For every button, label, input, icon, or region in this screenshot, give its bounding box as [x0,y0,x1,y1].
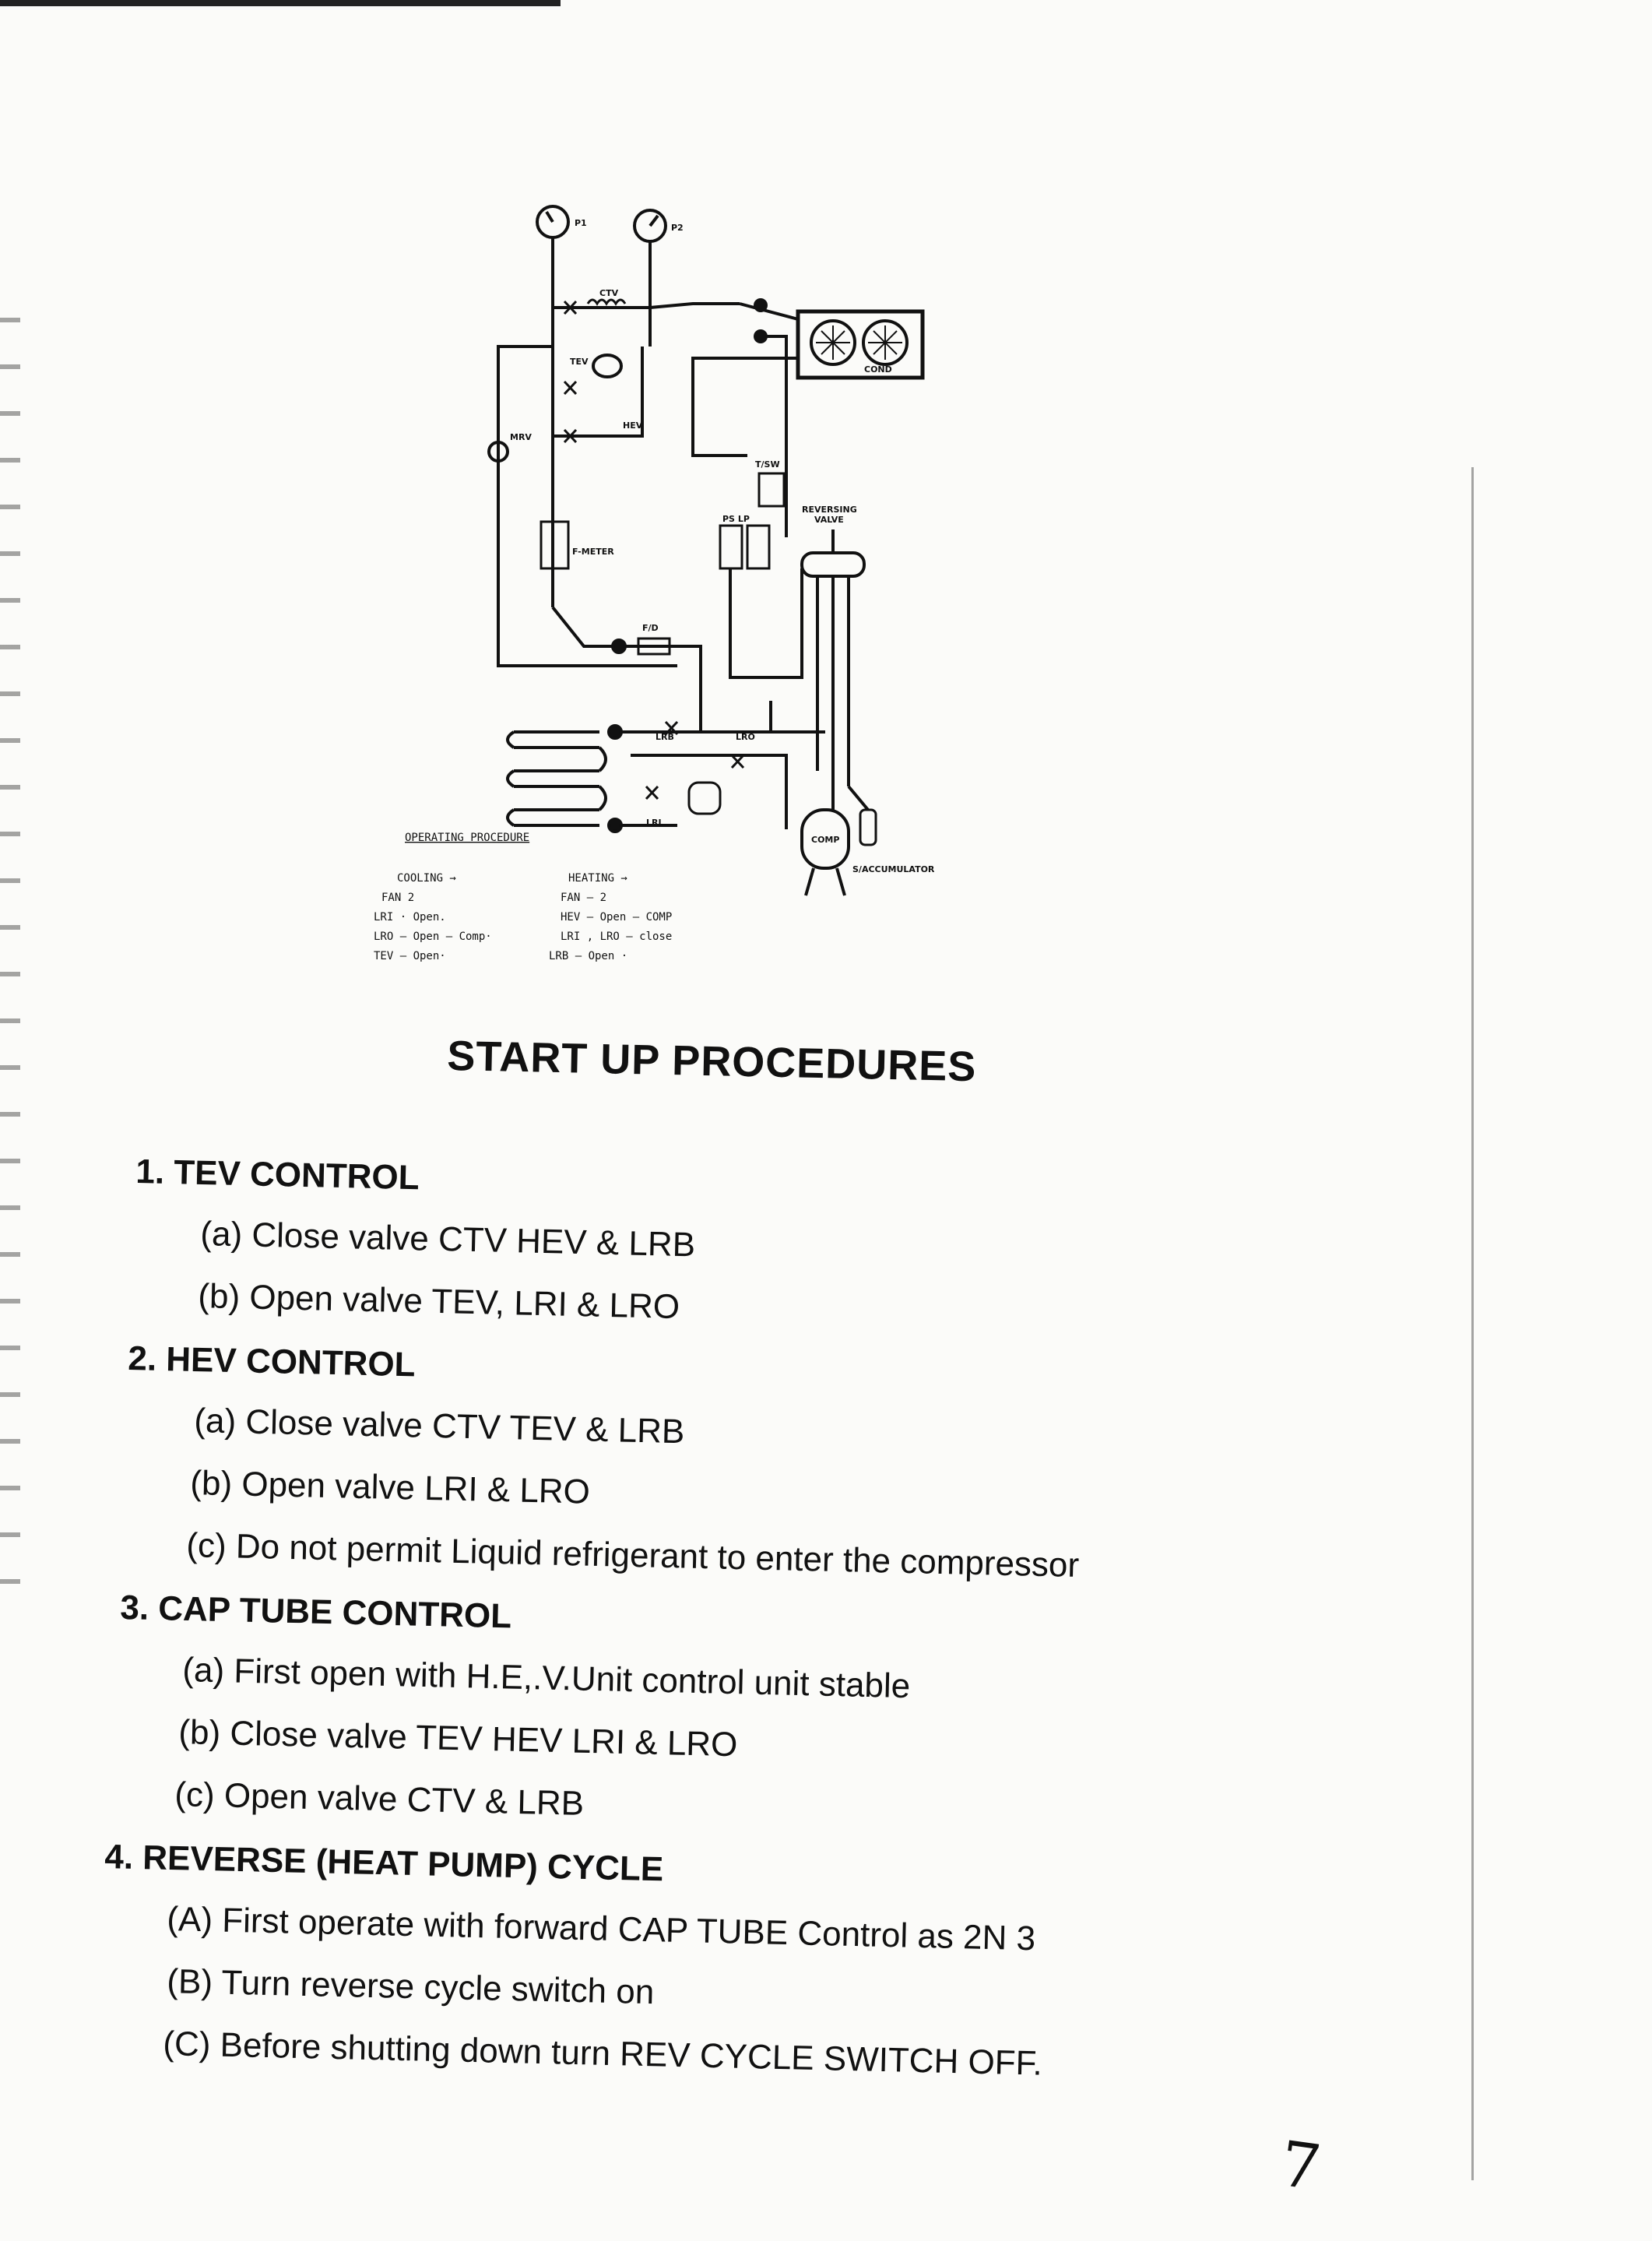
list-item: (c) Open valve CTV & LRB [174,1775,585,1823]
heating-line-1: FAN – 2 [561,892,607,904]
cooling-title: COOLING → [397,872,456,885]
valve-lrb [656,722,677,742]
valve-tev [564,355,621,394]
scan-edge-top [0,0,561,6]
flow-meter-label: F-METER [572,547,614,557]
list-item: (a) First open with H.E,.V.Unit control unit stable [181,1651,911,1706]
list-item: (A) First operate with forward CAP TUBE Control as 2N 3 [166,1900,1036,1958]
tev-label: TEV [570,357,589,367]
list-item: (b) Open valve LRI & LRO [189,1464,591,1511]
accumulator [852,810,935,874]
valve-lri [646,786,662,828]
section-heading-reverse-cycle: 4. REVERSE (HEAT PUMP) CYCLE [104,1838,664,1889]
cooling-notes [374,872,492,962]
list-item: (b) Close valve TEV HEV LRI & LRO [178,1713,738,1764]
accumulator-label: S/ACCUMULATOR [852,864,935,874]
cooling-line-1: FAN 2 [381,892,415,904]
list-item: (C) Before shutting down turn REV CYCLE SWITCH OFF. [162,2025,1043,2083]
gauge-p1 [537,206,587,237]
heating-line-2: HEV – Open – COMP [561,911,673,923]
lrb-label: LRB [656,732,674,742]
valve-ctv [564,288,625,314]
scan-edge-left [0,296,20,1620]
heating-line-3: LRI , LRO – close [561,931,673,943]
hev-label: HEV [623,420,643,431]
valve-lro [732,732,755,768]
scan-edge-right [1471,467,1474,2180]
lri-label: LRI [646,818,662,828]
fd-label: F/D [642,623,659,633]
list-item: (a) Close valve CTV HEV & LRB [199,1215,696,1265]
list-item: (c) Do not permit Liquid refrigerant to enter the compressor [185,1526,1080,1585]
page-title: START UP PROCEDURES [446,1032,977,1091]
evaporator-coils [508,726,621,832]
section-heading-tev-control: 1. TEV CONTROL [135,1152,420,1198]
section-heading-hev-control: 2. HEV CONTROL [127,1339,417,1384]
operating-procedure-label: OPERATING PROCEDURE [405,832,530,844]
list-item: (b) Open valve TEV, LRI & LRO [197,1277,680,1327]
gauge-p1-label: P1 [575,218,587,228]
ps-lp-label: PS LP [722,514,750,524]
cond-label: COND [864,364,892,375]
thermo-switch [755,459,784,506]
mrv-valve [489,432,532,461]
lro-label: LRO [736,732,755,742]
cooling-line-4: TEV – Open· [374,950,446,962]
gauge-p2-label: P2 [671,223,684,233]
cooling-line-2: LRI · Open. [374,911,446,923]
comp-label: COMP [811,835,840,845]
compressor [802,810,849,895]
valve-hev [564,420,643,442]
refrigeration-circuit-diagram [366,195,989,989]
reversing-valve-label: VALVE [814,515,844,525]
heating-notes [549,872,672,962]
list-item: (a) Close valve CTV TEV & LRB [193,1402,685,1451]
tsw-label: T/SW [755,459,780,470]
pressure-switches [720,514,769,568]
section-heading-cap-tube-control: 3. CAP TUBE CONTROL [119,1588,512,1636]
filter-drier [553,607,677,654]
page-number: 7 [1275,2127,1326,2205]
mrv-label: MRV [510,432,532,442]
reversing-valve [802,505,864,786]
heating-title: HEATING → [568,872,627,885]
condenser-unit [798,311,923,378]
gauge-p2 [634,210,684,241]
reversing-label: REVERSING [802,505,857,515]
ctv-label: CTV [599,288,619,298]
cooling-line-3: LRO – Open – Comp· [374,931,492,943]
list-item: (B) Turn reverse cycle switch on [166,1962,655,2012]
heating-line-4: LRB – Open · [549,950,628,962]
